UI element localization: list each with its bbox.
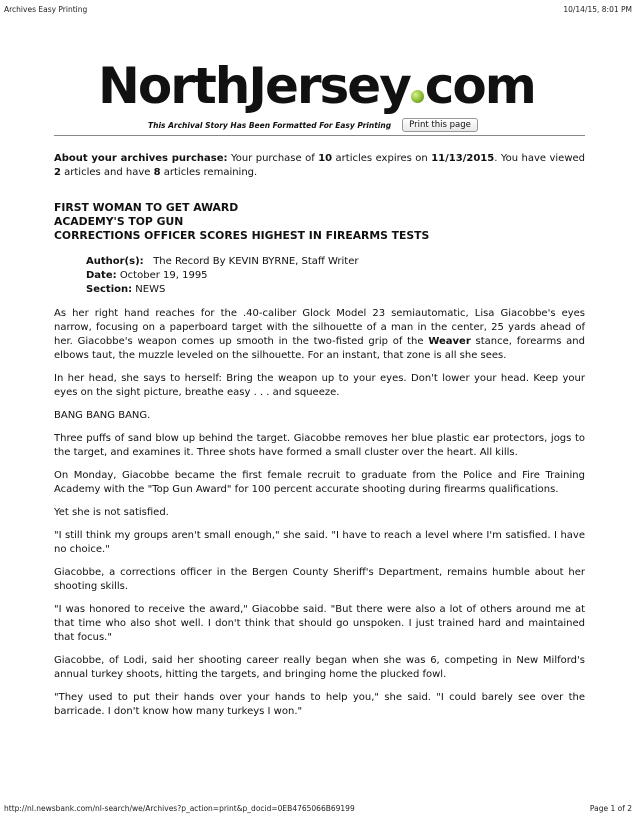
browser-header-title: Archives Easy Printing [4, 5, 88, 14]
article-content [54, 152, 585, 728]
purchase-label: About your archives purchase: [54, 153, 228, 164]
headline-line-3: CORRECTIONS OFFICER SCORES HIGHEST IN FIREARMS TESTS [54, 229, 430, 242]
author-label: Author(s): [86, 256, 144, 267]
print-page-button[interactable]: Print this page [402, 118, 478, 132]
section-value: NEWS [135, 284, 166, 295]
print-format-note: This Archival Story Has Been Formatted For Easy Printing [148, 121, 392, 130]
date-row [86, 269, 585, 283]
section-label: Section: [86, 284, 133, 295]
article-meta [86, 255, 585, 297]
footer-page-number: Page 1 of 2 [589, 804, 632, 813]
headline-line-2: ACADEMY'S TOP GUN [54, 215, 184, 228]
purchase-viewed: 2 [54, 167, 61, 178]
print-bar [148, 118, 528, 134]
paragraph: Three puffs of sand blow up behind the target. Giacobbe removes her blue plastic ear protectors, jogs to the target, and examines it. Three shots have formed a small cluster over the heart. All kills. [54, 433, 585, 458]
purchase-count: 10 [318, 153, 333, 164]
paragraph: Giacobbe, a corrections officer in the Bergen County Sheriff's Department, remains humble about her shooting skills. [54, 567, 585, 592]
weaver-term: Weaver [428, 336, 471, 347]
paragraph: "They used to put their hands over your hands to help you," she said. "I could barely see over the barricade. I don't know how many turkeys I won." [54, 692, 585, 717]
header-divider [54, 135, 585, 136]
purchase-info: About your archives purchase: Your purchase of 10 articles expires on 11/13/2015. You have viewed 2 articles and have 8 articles remaining. [54, 153, 586, 178]
paragraph: In her head, she says to herself: Bring the weapon up to your eyes. Don't lower your head. Keep your eyes on the sight picture, breathe easy . . . and squeeze. [54, 373, 585, 398]
article-headline [54, 201, 585, 243]
footer-url: http://nl.newsbank.com/nl-search/we/Archives?p_action=print&p_docid=0EB4765066B69199 [4, 804, 355, 813]
purchase-expiry: 11/13/2015 [431, 153, 495, 164]
article-body [54, 307, 585, 719]
paragraph: Yet she is not satisfied. [54, 507, 169, 518]
author-value: The Record By KEVIN BYRNE, Staff Writer [153, 256, 359, 267]
northjersey-logo [98, 56, 535, 116]
paragraph: BANG BANG BANG. [54, 410, 151, 421]
logo-text-tld: com [424, 57, 535, 115]
section-row [86, 283, 585, 297]
author-row [86, 255, 585, 269]
headline-line-1: FIRST WOMAN TO GET AWARD [54, 201, 239, 214]
paragraph: "I was honored to receive the award," Giacobbe said. "But there were also a lot of others around me at that time who also shot well. I don't think that should go unspoken. I just trained hard and maintained that focus." [54, 604, 585, 643]
paragraph: On Monday, Giacobbe became the first female recruit to graduate from the Police and Fire Training Academy with the "Top Gun Award" for 100 percent accurate shooting during firearms qualifications. [54, 470, 585, 495]
purchase-remaining: 8 [153, 167, 161, 178]
paragraph: "I still think my groups aren't small enough," she said. "I have to reach a level where I'm satisfied. I have no choice." [54, 530, 585, 555]
logo-text-main: NorthJersey [98, 57, 410, 115]
logo-dot-icon [411, 90, 424, 103]
date-label: Date: [86, 270, 117, 281]
date-value: October 19, 1995 [119, 270, 208, 281]
paragraph: As her right hand reaches for the .40-caliber Glock Model 23 semiautomatic, Lisa Giacobbe's eyes narrow, focusing on a paperboard target with the silhouette of a man in the center, 25 yards ahead of her. Giacobbe's weapon comes up smooth in the two-fisted grip of the Weaver stance, forearms and elbows taut, the muzzle leveled on the silhouette. For an instant, that zone is all she sees. [54, 308, 585, 361]
paragraph: Giacobbe, of Lodi, said her shooting career really began when she was 6, competing in New Milford's annual turkey shoots, hitting the targets, and bringing home the plucked fowl. [54, 655, 585, 680]
browser-header-datetime: 10/14/15, 8:01 PM [563, 5, 632, 14]
